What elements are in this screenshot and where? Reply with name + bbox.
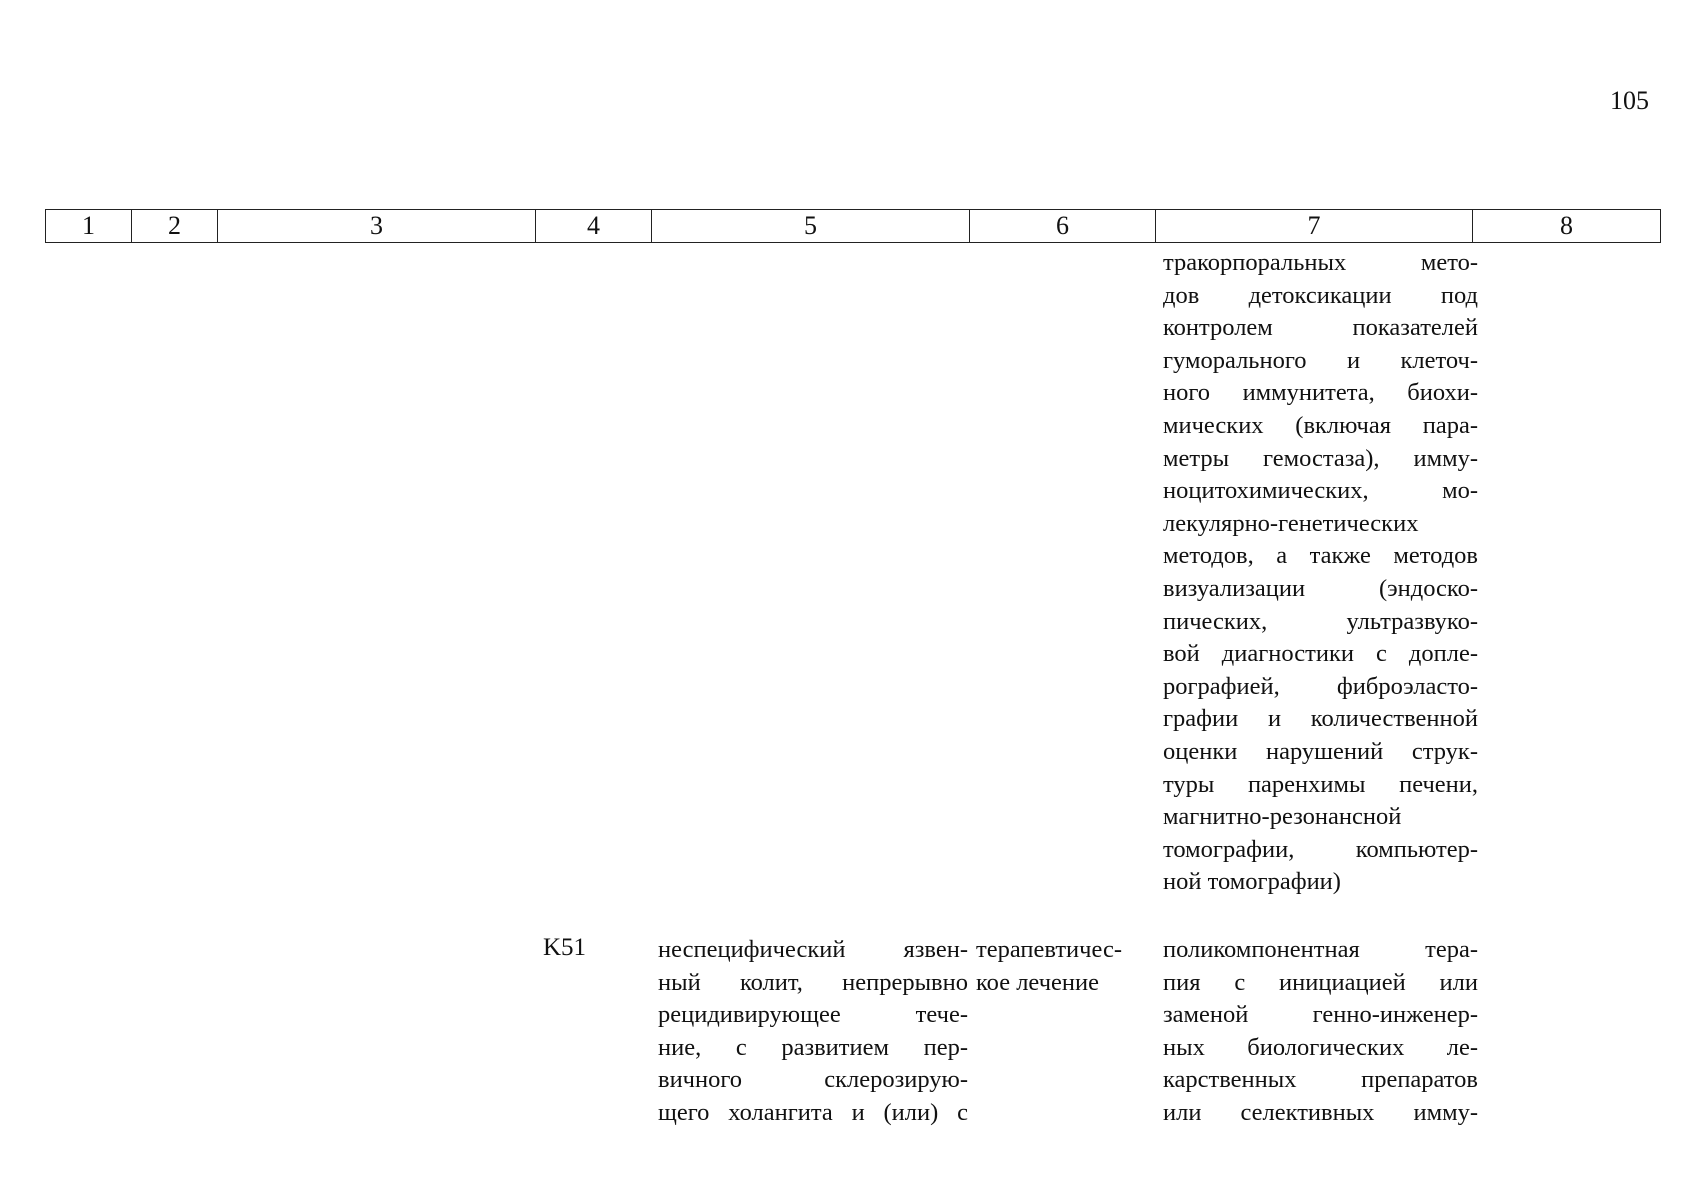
text-line: поликомпонентная тера- — [1163, 936, 1478, 963]
text-line: вой диагностики с допле- — [1163, 640, 1478, 668]
header-col-3: 3 — [218, 210, 536, 243]
page-number: 105 — [1610, 86, 1649, 115]
block2-col7-method — [1163, 934, 1478, 1130]
header-col-5: 5 — [652, 210, 970, 243]
text-line: тракорпоральных мето- — [1163, 249, 1478, 276]
text-line: вичного склерозирую- — [658, 1066, 968, 1094]
text-line: графии и количественной — [1163, 705, 1478, 733]
text-line: контролем показателей — [1163, 314, 1478, 342]
text-line: мических (включая пара- — [1163, 411, 1478, 439]
text-line: ной томографии) — [1163, 868, 1341, 896]
text-line: ние, с развитием пер- — [658, 1033, 968, 1061]
block2-col5-model — [658, 934, 968, 1130]
header-col-1: 1 — [46, 210, 132, 243]
text-line: туры паренхимы печени, — [1163, 770, 1478, 798]
text-line: магнитно-резонансной — [1163, 803, 1402, 831]
text-line: пия с инициацией или — [1163, 968, 1478, 996]
text-line: дов детоксикации под — [1163, 281, 1478, 309]
text-line: рографией, фиброэласто- — [1163, 672, 1478, 700]
text-line: кое лечение — [976, 968, 1099, 996]
text-line: пических, ультразвуко- — [1163, 607, 1478, 635]
text-line: карственных препаратов — [1163, 1066, 1478, 1094]
text-line: заменой генно-инженер- — [1163, 1001, 1478, 1029]
text-line: метры гемостаза), имму- — [1163, 444, 1478, 472]
text-line: щего холангита и (или) с — [658, 1098, 968, 1126]
text-line: томографии, компьютер- — [1163, 835, 1478, 863]
header-col-8: 8 — [1473, 210, 1661, 243]
diagnosis-code: K51 — [543, 934, 587, 961]
text-line: ный колит, непрерывно — [658, 968, 968, 996]
block2-col6-treatment-type — [976, 934, 1156, 999]
header-col-2: 2 — [132, 210, 218, 243]
column-number-header — [45, 209, 1661, 243]
text-line: оценки нарушений струк- — [1163, 737, 1478, 765]
text-line: ного иммунитета, биохи- — [1163, 379, 1478, 407]
text-line: неспецифический язвен- — [658, 936, 968, 963]
text-line: визуализации (эндоско- — [1163, 574, 1478, 602]
text-line: рецидивирующее тече- — [658, 1001, 968, 1029]
header-col-6: 6 — [970, 210, 1156, 243]
text-line: терапевтичес- — [976, 936, 1122, 963]
header-col-7: 7 — [1156, 210, 1473, 243]
text-line: методов, а также методов — [1163, 542, 1478, 570]
text-line: гуморального и клеточ- — [1163, 346, 1478, 374]
text-line: ноцитохимических, мо- — [1163, 477, 1478, 505]
text-line: ных биологических ле- — [1163, 1033, 1478, 1061]
text-line: лекулярно-генетических — [1163, 509, 1419, 537]
text-line: или селективных имму- — [1163, 1098, 1478, 1126]
block1-col7-text — [1163, 247, 1478, 899]
header-col-4: 4 — [536, 210, 652, 243]
